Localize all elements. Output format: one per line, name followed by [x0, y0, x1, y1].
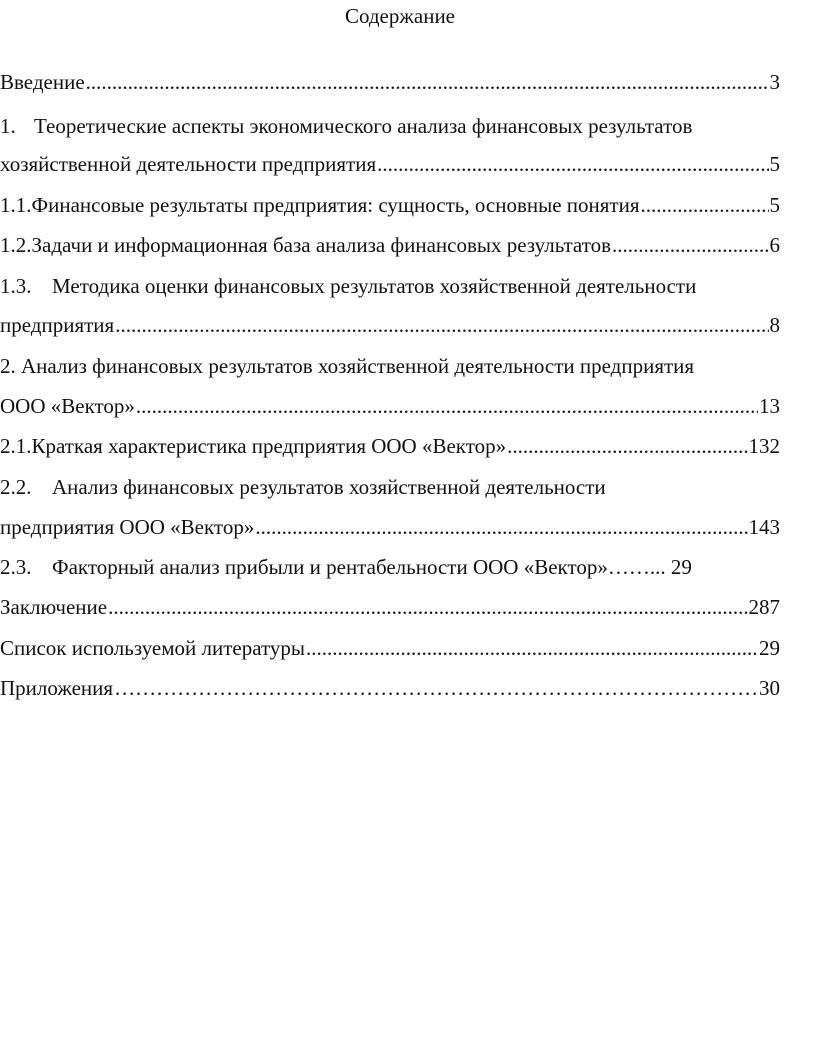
toc-entry-text: Краткая характеристика предприятия ООО «Вектор» [31, 434, 507, 458]
toc-entry-section-1-3-continued [0, 313, 780, 337]
toc-entry-text: Задачи и информационная база анализа финансовых результатов [31, 233, 612, 257]
toc-entry-text: Список используемой литературы [0, 636, 306, 660]
toc-leader [612, 233, 768, 257]
toc-entry-conclusion [0, 595, 780, 619]
toc-entry-section-1-2 [0, 233, 780, 257]
toc-entry-number: 1.1. [0, 193, 32, 217]
toc-entry-number: 1.3. [0, 274, 32, 298]
toc-entry-chapter-2-continued [0, 394, 780, 418]
toc-entry-text: Анализ финансовых результатов хозяйственной деятельности [52, 475, 606, 499]
toc-entry-number: 1. [0, 114, 16, 138]
toc-entry-section-1-1 [0, 193, 780, 217]
toc-entry-section-2-2 [0, 475, 780, 499]
toc-page-number: 30 [759, 676, 780, 700]
toc-entry-chapter-2 [0, 354, 780, 378]
toc-entry-text: 2. Анализ финансовых результатов хозяйственной деятельности предприятия [0, 354, 695, 378]
toc-leader [306, 636, 758, 660]
toc-leader [136, 394, 758, 418]
toc-entry-text: Финансовые результаты предприятия: сущность, основные понятия [31, 193, 640, 217]
toc-page-number: 132 [748, 434, 780, 458]
toc-entry-section-1-3 [0, 274, 780, 298]
toc-entry-section-2-3 [0, 555, 780, 579]
toc-entry-chapter-1 [0, 114, 780, 138]
toc-entry-text: ООО «Вектор» [0, 394, 135, 418]
toc-entry-number: 2.3. [0, 555, 32, 579]
toc-entry-section-2-2-continued [0, 515, 780, 539]
toc-title: Содержание [344, 4, 456, 28]
toc-entry-number: 2.1. [0, 434, 32, 458]
toc-entry-text: предприятия [0, 313, 115, 337]
toc-entry-text: Заключение [0, 595, 108, 619]
toc-entry-section-2-1 [0, 434, 780, 458]
toc-leader [86, 70, 769, 94]
toc-page-number: 3 [769, 70, 780, 94]
toc-page-number: 13 [759, 394, 780, 418]
toc-leader [507, 434, 747, 458]
toc-page-number: 5 [769, 193, 780, 217]
toc-leader [377, 152, 768, 176]
toc-entry-bibliography [0, 636, 780, 660]
toc-leader [108, 595, 747, 619]
toc-entry-text: Введение [0, 70, 85, 94]
toc-leader [255, 515, 747, 539]
toc-entry-text: Приложения [0, 676, 114, 700]
toc-entry-number: 1.2. [0, 233, 32, 257]
toc-leader [641, 193, 769, 217]
toc-page-number: 143 [748, 515, 780, 539]
toc-page-number: 29 [759, 636, 780, 660]
toc-entry-text: Методика оценки финансовых результатов хозяйственной деятельности [52, 274, 697, 298]
toc-leader [114, 676, 758, 700]
toc-entry-chapter-1-continued [0, 152, 780, 176]
toc-entry-text: хозяйственной деятельности предприятия [0, 152, 377, 176]
toc-entry-number: 2.2. [0, 475, 32, 499]
toc-entry-appendices [0, 676, 780, 700]
toc-page-number: 8 [769, 313, 780, 337]
toc-entry-introduction [0, 70, 780, 94]
toc-page-number: 287 [748, 595, 780, 619]
toc-leader [115, 313, 768, 337]
toc-entry-text: Теоретические аспекты экономического анализа финансовых результатов [34, 114, 693, 138]
toc-page-number: 6 [769, 233, 780, 257]
toc-entry-text: предприятия ООО «Вектор» [0, 515, 255, 539]
toc-entry-text: Факторный анализ прибыли и рентабельности ООО «Вектор»……... 29 [52, 555, 692, 579]
toc-page-number: 5 [769, 152, 780, 176]
